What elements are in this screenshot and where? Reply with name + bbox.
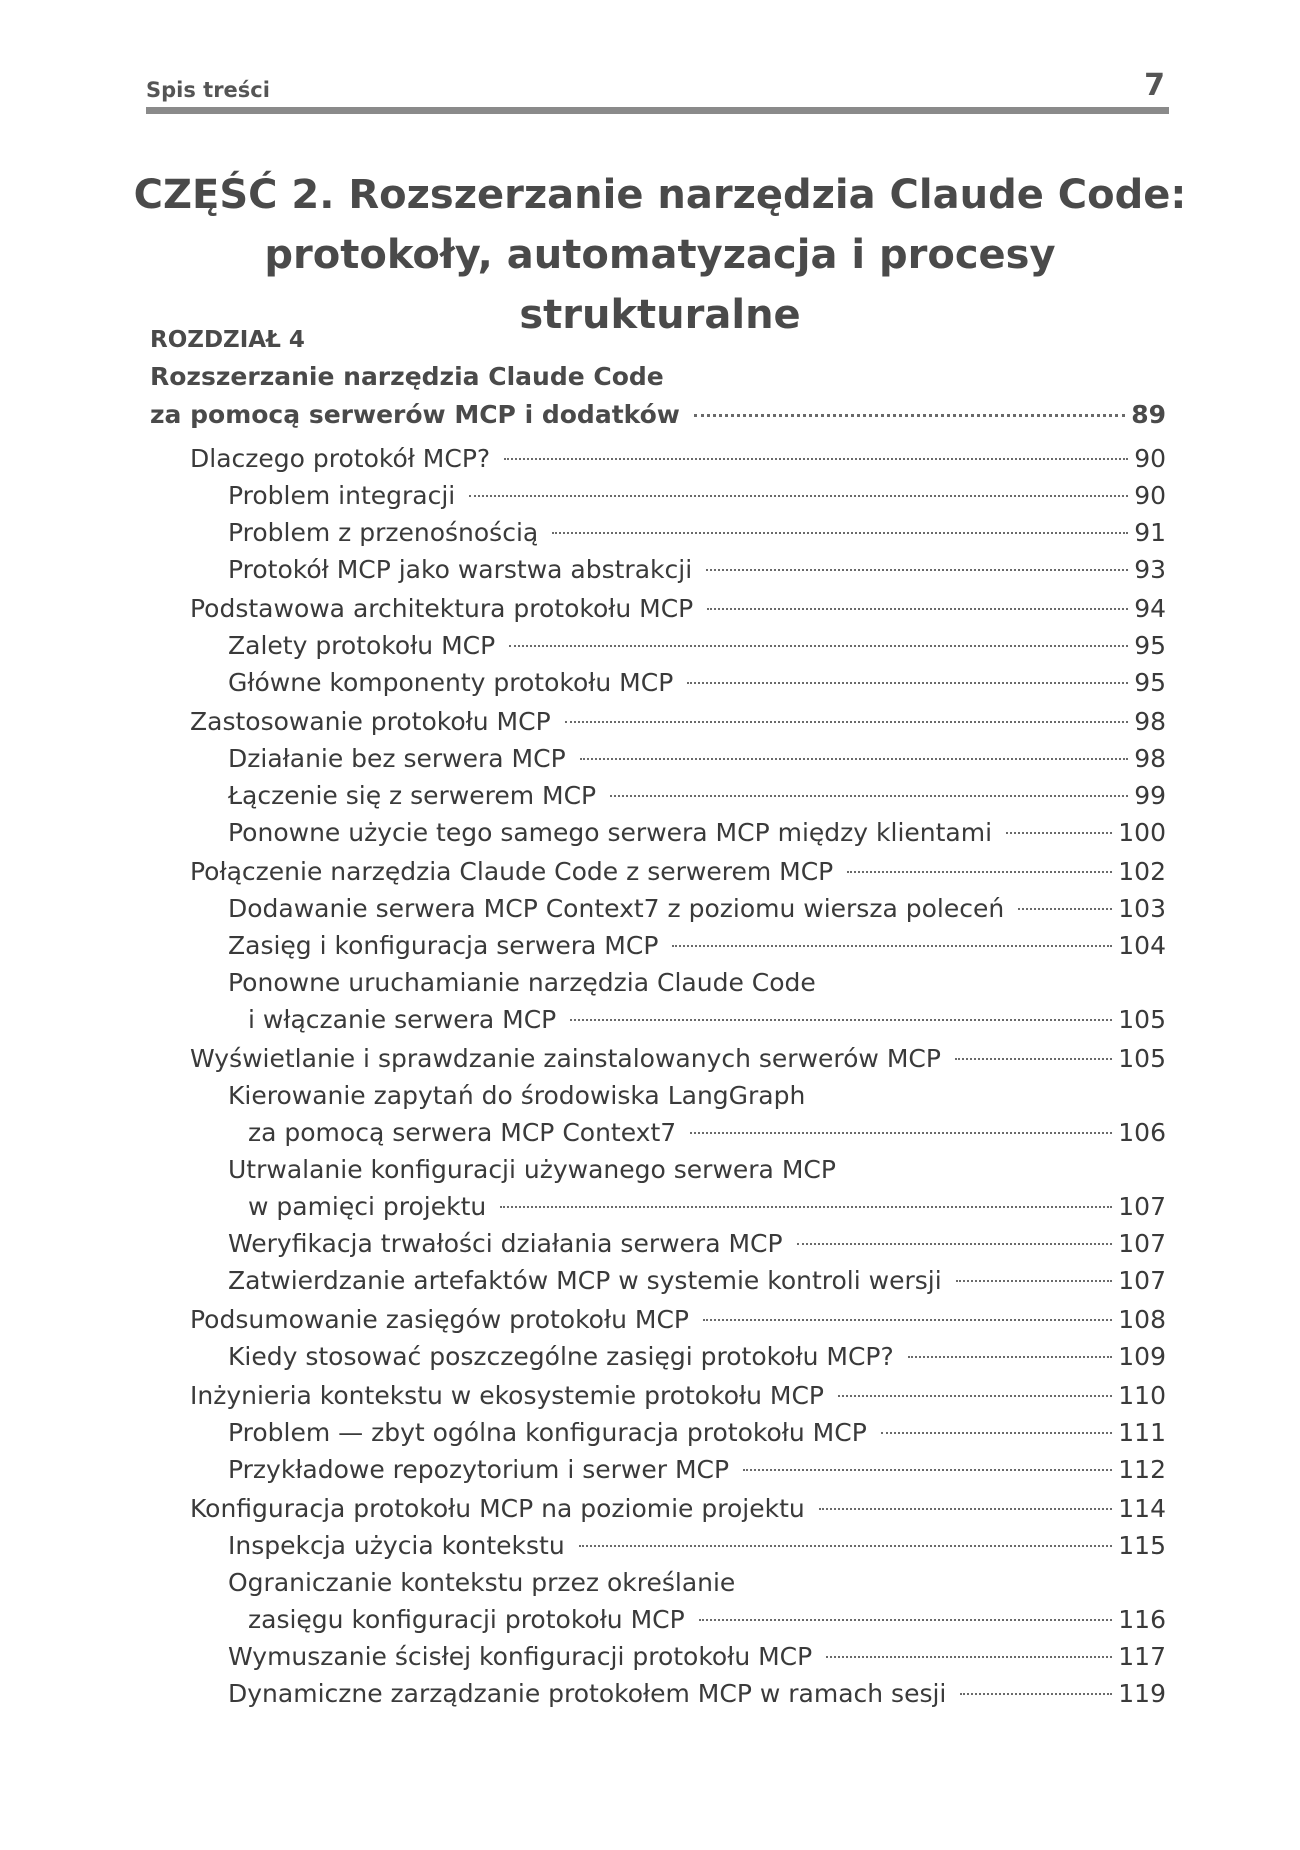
toc-entry[interactable] — [150, 777, 1166, 814]
chapter-title-row[interactable] — [150, 396, 1166, 434]
toc-entry[interactable] — [150, 551, 1166, 588]
toc-entry-title: Inspekcja użycia kontekstu — [228, 1531, 565, 1560]
dot-leader — [694, 414, 1125, 417]
page-number: 7 — [1144, 68, 1165, 103]
header-rule — [146, 107, 1169, 114]
toc-entry-page: 94 — [1134, 594, 1166, 623]
toc-entry-title: Kiedy stosować poszczególne zasięgi protokołu MCP? — [228, 1342, 894, 1371]
toc-entry-row — [228, 777, 1166, 814]
dot-leader — [1006, 832, 1112, 834]
toc-entry-row — [228, 627, 1166, 664]
toc-entry-title: Podsumowanie zasięgów protokołu MCP — [190, 1305, 689, 1334]
toc-entry-row — [190, 440, 1166, 477]
toc-entry-page: 106 — [1118, 1118, 1166, 1147]
toc-entry-page: 90 — [1134, 481, 1166, 510]
toc-entry-row — [228, 740, 1166, 777]
toc-entry-title: zasięgu konfiguracji protokołu MCP — [248, 1605, 685, 1634]
toc-entry-title: Problem integracji — [228, 481, 456, 510]
toc-entry-title: Wymuszanie ścisłej konfiguracji protokołu MCP — [228, 1642, 813, 1671]
toc-entry-title: Podstawowa architektura protokołu MCP — [190, 594, 694, 623]
dot-leader — [960, 1693, 1112, 1695]
toc-entry-row — [228, 1114, 1166, 1151]
toc-entry-line — [228, 964, 1166, 1001]
toc-entry-page: 112 — [1118, 1455, 1166, 1484]
toc-entry[interactable] — [150, 814, 1166, 851]
toc-entry-title: w pamięci projektu — [248, 1192, 487, 1221]
part-title — [120, 165, 1200, 345]
toc-entry-title: Przykładowe repozytorium i serwer MCP — [228, 1455, 730, 1484]
toc-entry-title: Inżynieria kontekstu w ekosystemie protokołu MCP — [190, 1381, 824, 1410]
toc-entry-page: 116 — [1118, 1605, 1166, 1634]
toc-entry-row — [228, 927, 1166, 964]
toc-entry-title: Zasięg i konfiguracja serwera MCP — [228, 931, 659, 960]
toc-entry[interactable] — [150, 964, 1166, 1038]
toc-entry-row — [190, 703, 1166, 740]
toc-entry-title: Weryfikacja trwałości działania serwera MCP — [228, 1229, 783, 1258]
toc-entry-page: 108 — [1118, 1305, 1166, 1334]
toc-entry-row — [228, 1225, 1166, 1262]
dot-leader — [706, 569, 1128, 571]
toc-entry-row — [228, 1001, 1166, 1038]
chapter-title-line-1: Rozszerzanie narzędzia Claude Code — [150, 362, 664, 391]
toc-entry[interactable] — [150, 590, 1166, 627]
toc-entry[interactable] — [150, 1377, 1166, 1414]
dot-leader — [955, 1058, 1112, 1060]
toc-entry[interactable] — [150, 853, 1166, 890]
toc-entry-page: 105 — [1118, 1044, 1166, 1073]
toc-entry-page: 93 — [1134, 555, 1166, 584]
dot-leader — [565, 721, 1129, 723]
toc-entry-row — [228, 514, 1166, 551]
chapter-title-line-2: za pomocą serwerów MCP i dodatków — [150, 400, 680, 429]
toc-entry-page: 110 — [1118, 1381, 1166, 1410]
toc-entry-page: 91 — [1134, 518, 1166, 547]
toc-entry-row — [228, 551, 1166, 588]
dot-leader — [956, 1280, 1113, 1282]
toc-entry-title: Połączenie narzędzia Claude Code z serwerem MCP — [190, 857, 834, 886]
toc-entry[interactable] — [150, 514, 1166, 551]
toc-entry[interactable] — [150, 1151, 1166, 1225]
toc-entry-page: 98 — [1134, 707, 1166, 736]
dot-leader — [838, 1395, 1112, 1397]
dot-leader — [703, 1319, 1112, 1321]
toc-entry-row — [190, 853, 1166, 890]
toc-entry-row — [228, 664, 1166, 701]
part-title-line-1: CZĘŚĆ 2. Rozszerzanie narzędzia Claude Code: — [133, 172, 1187, 218]
toc-entry-row — [228, 1414, 1166, 1451]
toc-entry-title: Ponowne użycie tego samego serwera MCP między klientami — [228, 818, 993, 847]
toc-entry-title: Zatwierdzanie artefaktów MCP w systemie kontroli wersji — [228, 1266, 942, 1295]
toc-entry[interactable] — [150, 664, 1166, 701]
toc-entry-title: Zalety protokołu MCP — [228, 631, 496, 660]
toc-entry[interactable] — [150, 627, 1166, 664]
toc-entry-page: 104 — [1118, 931, 1166, 960]
toc-entry-page: 107 — [1118, 1192, 1166, 1221]
toc-entry-page: 100 — [1118, 818, 1166, 847]
dot-leader — [707, 608, 1128, 610]
toc-entry-page: 107 — [1118, 1229, 1166, 1258]
toc-entry-line — [228, 1077, 1166, 1114]
toc-entry[interactable] — [150, 1527, 1166, 1564]
toc-entry-title: Ponowne uruchamianie narzędzia Claude Code — [228, 968, 816, 997]
toc-entry-title: Kierowanie zapytań do środowiska LangGraph — [228, 1081, 806, 1110]
toc-entry-title: za pomocą serwera MCP Context7 — [248, 1118, 677, 1147]
toc-entry-title: Problem z przenośnością — [228, 518, 539, 547]
toc-entry-title: Ograniczanie kontekstu przez określanie — [228, 1568, 736, 1597]
dot-leader — [552, 532, 1128, 534]
dot-leader — [699, 1619, 1113, 1621]
toc-entry-row — [228, 1601, 1166, 1638]
dot-leader — [509, 645, 1128, 647]
dot-leader — [610, 795, 1128, 797]
toc-entry-row — [228, 1451, 1166, 1488]
toc-entry-title: Dodawanie serwera MCP Context7 z poziomu wiersza poleceń — [228, 894, 1005, 923]
toc-entry-title: Problem — zbyt ogólna konfiguracja protokołu MCP — [228, 1418, 867, 1447]
toc-entry-page: 107 — [1118, 1266, 1166, 1295]
toc-entry-row — [190, 590, 1166, 627]
dot-leader — [500, 1206, 1112, 1208]
toc-entry[interactable] — [150, 1225, 1166, 1262]
dot-leader — [881, 1432, 1113, 1434]
toc-entry-row — [190, 1040, 1166, 1077]
toc-entry-page: 115 — [1118, 1531, 1166, 1560]
running-title: Spis treści — [146, 78, 270, 102]
toc-entry-page: 119 — [1118, 1679, 1166, 1708]
toc-entry-page: 98 — [1134, 744, 1166, 773]
dot-leader — [743, 1469, 1112, 1471]
toc-entry-title: Konfiguracja protokołu MCP na poziomie projektu — [190, 1494, 805, 1523]
toc-entry[interactable] — [150, 1414, 1166, 1451]
toc-entry-title: Łączenie się z serwerem MCP — [228, 781, 597, 810]
toc-entry-page: 114 — [1118, 1494, 1166, 1523]
toc-entry[interactable] — [150, 1338, 1166, 1375]
toc-entry-title: Protokół MCP jako warstwa abstrakcji — [228, 555, 693, 584]
toc-entry-title: Zastosowanie protokołu MCP — [190, 707, 551, 736]
toc-entry-page: 105 — [1118, 1005, 1166, 1034]
toc-entry[interactable] — [150, 1077, 1166, 1151]
chapter-page: 89 — [1131, 400, 1166, 429]
toc-entry-title: Utrwalanie konfiguracji używanego serwera MCP — [228, 1155, 836, 1184]
toc-entry-row — [228, 1188, 1166, 1225]
toc-entry-line — [228, 1564, 1166, 1601]
toc-entry-page: 117 — [1118, 1642, 1166, 1671]
toc-entry[interactable] — [150, 1490, 1166, 1527]
dot-leader — [1018, 908, 1112, 910]
toc-entry[interactable] — [150, 1638, 1166, 1675]
toc-entry-page: 103 — [1118, 894, 1166, 923]
dot-leader — [672, 945, 1112, 947]
dot-leader — [690, 1132, 1112, 1134]
dot-leader — [687, 682, 1128, 684]
toc-entry[interactable] — [150, 1451, 1166, 1488]
toc-entry-row — [228, 477, 1166, 514]
toc-entry[interactable] — [150, 440, 1166, 477]
toc-entry[interactable] — [150, 1301, 1166, 1338]
toc-entry[interactable] — [150, 890, 1166, 927]
toc-entry-row — [228, 814, 1166, 851]
dot-leader — [579, 1545, 1113, 1547]
toc-entry[interactable] — [150, 703, 1166, 740]
toc-entry-row — [228, 890, 1166, 927]
dot-leader — [797, 1243, 1113, 1245]
toc-entry-row — [228, 1638, 1166, 1675]
dot-leader — [826, 1656, 1112, 1658]
toc-entry-row — [228, 1338, 1166, 1375]
toc-entry-title: Działanie bez serwera MCP — [228, 744, 566, 773]
toc-entry[interactable] — [150, 1675, 1166, 1712]
toc-entry-page: 90 — [1134, 444, 1166, 473]
toc-entry-title: Wyświetlanie i sprawdzanie zainstalowanych serwerów MCP — [190, 1044, 941, 1073]
toc-entry[interactable] — [150, 477, 1166, 514]
toc-entry-title: i włączanie serwera MCP — [248, 1005, 557, 1034]
toc-entry-title: Dlaczego protokół MCP? — [190, 444, 491, 473]
toc-entry-page: 99 — [1134, 781, 1166, 810]
toc-entry[interactable] — [150, 1040, 1166, 1077]
toc-entry[interactable] — [150, 927, 1166, 964]
toc-entry-row — [190, 1490, 1166, 1527]
toc-entry[interactable] — [150, 1564, 1166, 1638]
chapter-heading — [150, 322, 1166, 434]
dot-leader — [847, 871, 1112, 873]
toc-entry-page: 111 — [1118, 1418, 1166, 1447]
toc-entry-title: Główne komponenty protokołu MCP — [228, 668, 674, 697]
toc-entry-line — [228, 1151, 1166, 1188]
toc-entry-row — [228, 1527, 1166, 1564]
dot-leader — [819, 1508, 1113, 1510]
toc-entry-page: 95 — [1134, 668, 1166, 697]
toc-entry[interactable] — [150, 740, 1166, 777]
dot-leader — [504, 458, 1128, 460]
dot-leader — [469, 495, 1128, 497]
toc-entry[interactable] — [150, 1262, 1166, 1299]
page-header — [146, 68, 1169, 114]
dot-leader — [570, 1019, 1112, 1021]
dot-leader — [580, 758, 1129, 760]
toc-entry-page: 95 — [1134, 631, 1166, 660]
toc-entry-title: Dynamiczne zarządzanie protokołem MCP w ramach sesji — [228, 1679, 947, 1708]
toc-entry-row — [190, 1377, 1166, 1414]
toc-entry-row — [190, 1301, 1166, 1338]
toc-entry-row — [228, 1262, 1166, 1299]
toc-entry-page: 102 — [1118, 857, 1166, 886]
part-title-line-2: protokoły, automatyzacja i procesy strukturalne — [264, 232, 1056, 338]
toc-list — [150, 438, 1166, 1712]
chapter-label: ROZDZIAŁ 4 — [150, 327, 305, 353]
dot-leader — [908, 1356, 1113, 1358]
toc-entry-page: 109 — [1118, 1342, 1166, 1371]
toc-entry-row — [228, 1675, 1166, 1712]
